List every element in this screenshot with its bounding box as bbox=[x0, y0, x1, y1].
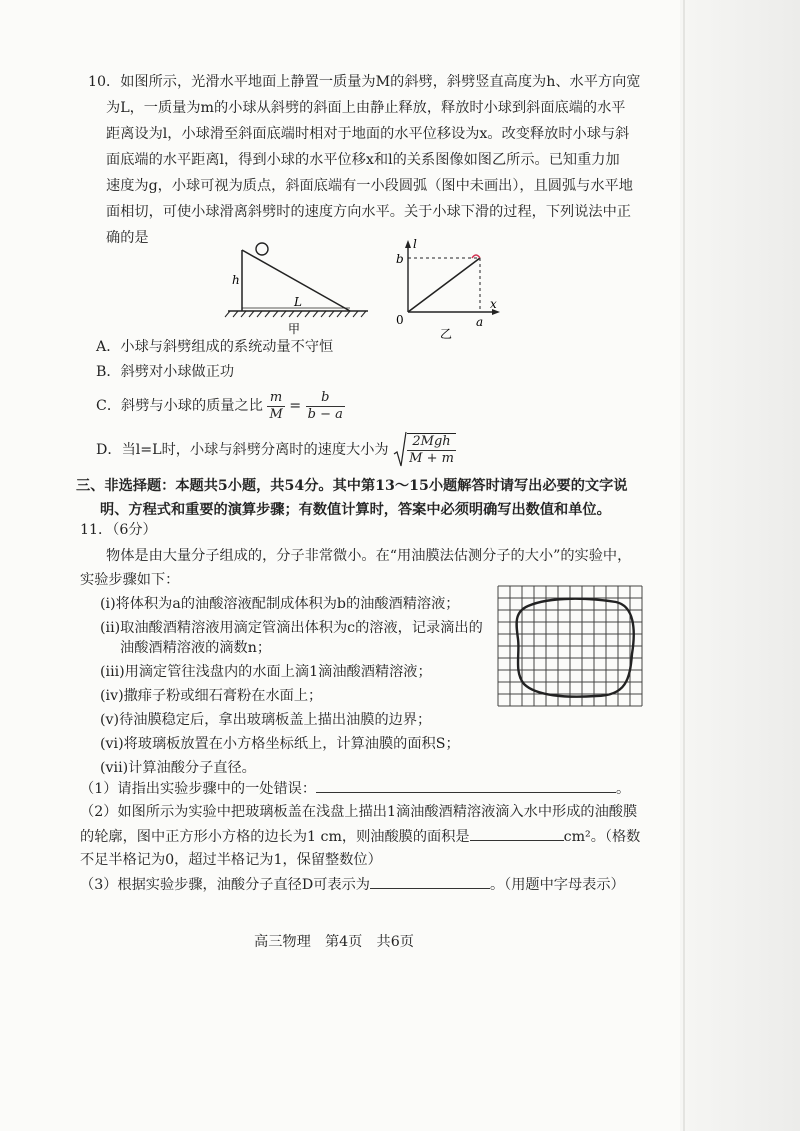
q11-step-ii-cont: 油酸酒精溶液的滴数n； bbox=[120, 640, 272, 656]
q11-part-3 bbox=[80, 874, 625, 895]
q11-step-iv: (iv)撒痱子粉或细石膏粉在水面上； bbox=[100, 688, 323, 704]
q10-line-7: 确的是 bbox=[106, 230, 149, 246]
sqrt-expression bbox=[393, 428, 456, 472]
q11-step-vi: (vi)将玻璃板放置在小方格坐标纸上，计算油膜的面积S； bbox=[100, 736, 460, 752]
label-h: h bbox=[232, 273, 240, 287]
q11-step-iii: (iii)用滴定管往浅盘内的水面上滴1滴油酸酒精溶液； bbox=[100, 664, 432, 680]
axis-label-l: l bbox=[413, 237, 417, 251]
q11-part-2-line-1: （2）如图所示为实验中把玻璃板盖在浅盘上描出1滴油酸酒精溶液滴入水中形成的油酸膜 bbox=[80, 804, 638, 820]
q11-step-v: (v)待油膜稳定后，拿出玻璃板盖上描出油膜的边界； bbox=[100, 712, 432, 728]
q11-part-1 bbox=[80, 778, 630, 799]
caption-jia: 甲 bbox=[288, 322, 301, 336]
q11-step-vii: (vii)计算油酸分子直径。 bbox=[100, 760, 256, 776]
caption-yi: 乙 bbox=[440, 327, 453, 341]
option-c-text: C．斜劈与小球的质量之比 bbox=[96, 398, 263, 414]
q11-intro-1: 物体是由大量分子组成的，分子非常微小。在“用油膜法估测分子的大小”的实验中， bbox=[106, 548, 632, 564]
page-fold-line bbox=[683, 0, 685, 1131]
option-d-text: D．当l=L时，小球与斜劈分离时的速度大小为 bbox=[96, 442, 389, 458]
answer-blank-2[interactable] bbox=[470, 826, 564, 841]
figure-jia-wedge bbox=[220, 238, 380, 338]
q10-option-d bbox=[96, 428, 456, 472]
q10-line-6: 面相切，可使小球滑离斜劈时的速度方向水平。关于小球下滑的过程，下列说法中正 bbox=[106, 204, 631, 220]
axis-label-x: x bbox=[490, 297, 497, 311]
q10-option-c bbox=[96, 388, 345, 424]
q11-intro-2: 实验步骤如下： bbox=[80, 572, 180, 588]
ball-icon bbox=[256, 243, 268, 255]
q11-part-3-text: （3）根据实验步骤，油酸分子直径D可表示为 bbox=[80, 877, 370, 893]
q11-part-2-line-3: 不足半格记为0，超过半格记为1，保留整数位） bbox=[80, 852, 382, 868]
fraction-m-over-M: $\frac{m}{M}$ bbox=[269, 389, 283, 422]
q11-step-ii: (ii)取油酸酒精溶液用滴定管滴出体积为c的溶液，记录滴出的 bbox=[100, 620, 483, 636]
q10-line-1: 10．如图所示，光滑水平地面上静置一质量为M的斜劈，斜劈竖直高度为h、水平方向宽 bbox=[88, 74, 641, 90]
section3-line-1: 三、非选择题：本题共5小题，共54分。其中第13～15小题解答时请写出必要的文字说 bbox=[76, 478, 628, 494]
tick-a: a bbox=[476, 315, 484, 329]
q10-line-5: 速度为g，小球可视为质点，斜面底端有一小段圆弧（图中未画出），且圆弧与水平地 bbox=[106, 178, 633, 194]
graph-line bbox=[408, 258, 480, 312]
oil-film-grid bbox=[496, 584, 644, 712]
q10-line-2: 为L，一质量为m的小球从斜劈的斜面上由静止释放，释放时小球到斜面底端的水平 bbox=[106, 100, 626, 116]
q11-head: 11．（6分） bbox=[80, 522, 157, 538]
q10-line-3: 距离设为l，小球滑至斜面底端时相对于地面的水平位移设为x。改变释放时小球与斜 bbox=[106, 126, 630, 142]
answer-blank-1[interactable] bbox=[316, 778, 616, 793]
q10-line-4: 面底端的水平距离l，得到小球的水平位移x和l的关系图像如图乙所示。已知重力加 bbox=[106, 152, 620, 168]
page-edge-shadow bbox=[680, 0, 800, 1131]
sqrt-fraction: $\frac{\text{2Mgh}}{M + m}$ bbox=[409, 434, 454, 466]
fraction-b-over-b-minus-a: $\frac{b}{b - a}$ bbox=[307, 389, 343, 422]
q11-part-1-text: （1）请指出实验步骤中的一处错误： bbox=[80, 781, 317, 797]
tick-b: b bbox=[396, 252, 404, 266]
q11-part-3-end: 。（用题中字母表示） bbox=[489, 877, 625, 893]
label-L: L bbox=[294, 295, 302, 309]
q10-option-b: B．斜劈对小球做正功 bbox=[96, 364, 235, 380]
figure-yi-graph bbox=[392, 236, 512, 346]
origin-0: 0 bbox=[396, 313, 404, 327]
q11-part-2-unit: cm²。（格数 bbox=[563, 829, 641, 845]
q11-part-1-end: 。 bbox=[616, 781, 631, 797]
q11-part-2-line-2 bbox=[80, 826, 640, 847]
answer-blank-3[interactable] bbox=[370, 874, 490, 889]
q11-part-2-text: 的轮廓，图中正方形小方格的边长为1 cm，则油酸膜的面积是 bbox=[80, 829, 470, 845]
equals-sign: = bbox=[289, 398, 302, 414]
page-footer: 高三物理 第4页 共6页 bbox=[254, 934, 414, 950]
section3-line-2: 明、方程式和重要的演算步骤；有数值计算时，答案中必须明确写出数值和单位。 bbox=[100, 502, 611, 518]
q11-step-i: (i)将体积为a的油酸溶液配制成体积为b的油酸酒精溶液； bbox=[100, 596, 460, 612]
sqrt-icon bbox=[393, 430, 407, 470]
q10-option-a: A．小球与斜劈组成的系统动量不守恒 bbox=[96, 339, 334, 355]
